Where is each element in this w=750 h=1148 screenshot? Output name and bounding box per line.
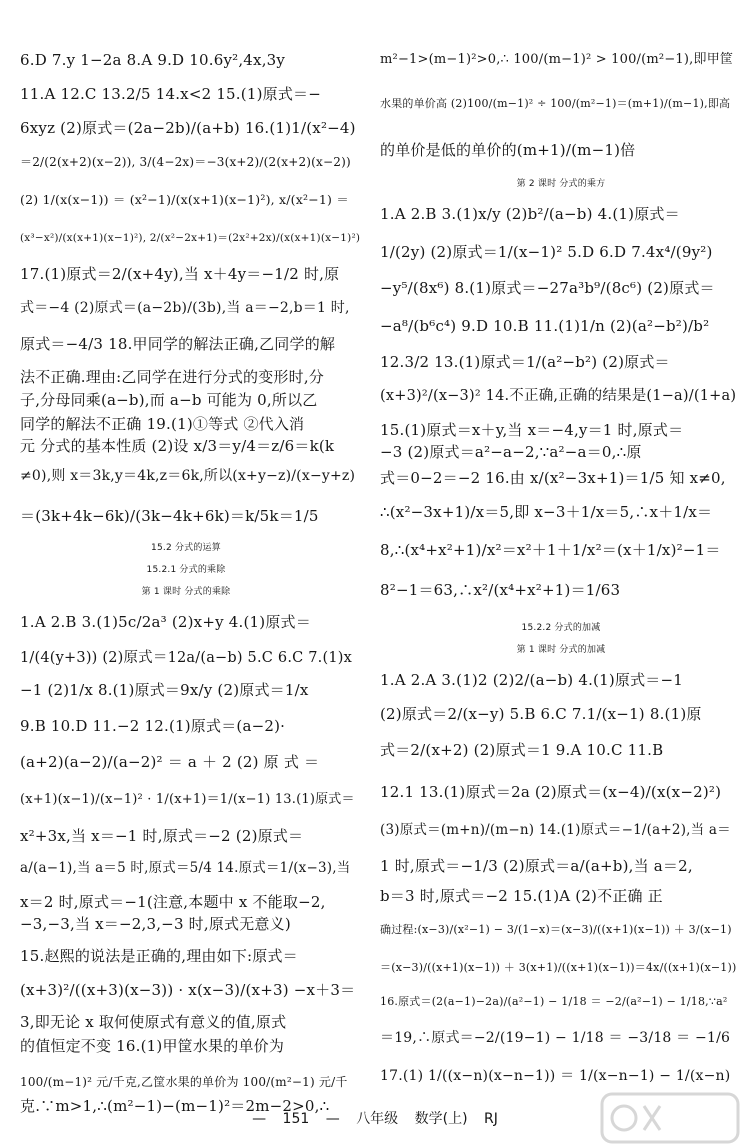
right-answer-line: 水果的单价高 (2)100/(m−1)² ÷ 100/(m²−1)＝(m+1)/(m−1),即高 <box>380 97 731 110</box>
right-answer-line: 12.1 13.(1)原式＝2a (2)原式＝(x−4)/(x(x−2)²) <box>380 783 722 801</box>
left-answer-line: 15.2.1 分式的乘除 <box>146 565 226 575</box>
right-answer-line: 1/(2y) (2)原式＝1/(x−1)² 5.D 6.D 7.4x⁴/(9y²) <box>380 243 713 261</box>
left-answer-line: 第 1 课时 分式的乘除 <box>141 587 231 597</box>
left-answer-line: (x+1)(x−1)/(x−1)² · 1/(x+1)＝1/(x−1) 13.(1)原式＝ <box>20 792 355 807</box>
left-answer-line: 6.D 7.y 1−2a 8.A 9.D 10.6y²,4x,3y <box>20 51 286 69</box>
left-answer-line: 15.赵熙的说法是正确的,理由如下:原式＝ <box>20 947 298 965</box>
right-answer-line: −y⁵/(8x⁶) 8.(1)原式＝−27a³b⁹/(8c⁶) (2)原式＝ <box>380 279 715 297</box>
right-answer-line: m²−1>(m−1)²>0,∴ 100/(m−1)² > 100/(m²−1),即甲筐 <box>380 52 734 67</box>
right-answer-line: 式＝2/(x+2) (2)原式＝1 9.A 10.C 11.B <box>380 741 664 759</box>
left-answer-line: −1 (2)1/x 8.(1)原式＝9x/y (2)原式＝1/x <box>20 681 309 699</box>
page-number: 151 <box>282 1111 310 1127</box>
edition-label: RJ <box>484 1111 498 1127</box>
watermark-logo-icon <box>600 1088 740 1146</box>
page-number-dash-left: — <box>252 1111 267 1127</box>
right-answer-line: ＝19,∴原式＝−2/(19−1) − 1/18 ＝ −3/18 ＝ −1/6 <box>380 1030 731 1046</box>
left-answer-line: a/(a−1),当 a＝5 时,原式＝5/4 14.原式＝1/(x−3),当 <box>20 860 351 876</box>
left-answer-line: ＝2/(2(x+2)(x−2)), 3/(4−2x)＝−3(x+2)/(2(x+2)(x−2)) <box>20 155 351 169</box>
left-answer-line: 法不正确.理由:乙同学在进行分式的变形时,分 <box>20 368 324 386</box>
left-answer-line: 17.(1)原式＝2/(x+4y),当 x＋4y＝−1/2 时,原 <box>20 265 340 283</box>
left-answer-line: 1.A 2.B 3.(1)5c/2a³ (2)x+y 4.(1)原式＝ <box>20 613 311 631</box>
left-answer-line: −3,−3,当 x＝−2,3,−3 时,原式无意义) <box>20 915 291 933</box>
left-answer-line: 原式＝−4/3 18.甲同学的解法正确,乙同学的解 <box>20 335 336 353</box>
right-answer-line: 16.原式＝(2(a−1)−2a)/(a²−1) − 1/18 ＝ −2/(a²−1) − 1/18,∵a² <box>380 995 728 1008</box>
right-answer-line: 17.(1) 1/((x−n)(x−n−1)) ＝ 1/(x−n−1) − 1/(x−n) <box>380 1068 731 1084</box>
right-answer-line: 1 时,原式＝−1/3 (2)原式＝a/(a+b),当 a＝2, <box>380 857 693 875</box>
left-answer-line: 6xyz (2)原式＝(2a−2b)/(a+b) 16.(1)1/(x²−4) <box>20 119 356 137</box>
right-answer-line: 15.(1)原式＝x＋y,当 x＝−4,y＝1 时,原式＝ <box>380 421 684 439</box>
right-answer-line: 式＝0−2＝−2 16.由 x/(x²−3x+1)＝1/5 知 x≠0, <box>380 469 726 487</box>
right-answer-line: 1.A 2.B 3.(1)x/y (2)b²/(a−b) 4.(1)原式＝ <box>380 205 680 223</box>
right-answer-line: 的单价是低的单价的(m+1)/(m−1)倍 <box>380 141 636 159</box>
right-answer-line: 1.A 2.A 3.(1)2 (2)2/(a−b) 4.(1)原式＝−1 <box>380 671 683 689</box>
right-answer-line: (3)原式＝(m+n)/(m−n) 14.(1)原式＝−1/(a+2),当 a＝ <box>380 822 731 838</box>
page-number-dash-right: — <box>325 1111 340 1127</box>
left-answer-line: ＝(3k+4k−6k)/(3k−4k+6k)＝k/5k＝1/5 <box>20 507 319 525</box>
left-answer-line: 的值恒定不变 16.(1)甲筐水果的单价为 <box>20 1037 285 1055</box>
right-answer-line: b＝3 时,原式＝−2 15.(1)A (2)不正确 正 <box>380 887 663 905</box>
right-answer-line: 第 1 课时 分式的加减 <box>516 645 606 655</box>
left-answer-line: 式＝−4 (2)原式＝(a−2b)/(3b),当 a＝−2,b＝1 时, <box>20 300 350 316</box>
left-answer-line: 克.∵m>1,∴(m²−1)−(m−1)²＝2m−2>0,∴ <box>20 1097 330 1115</box>
right-answer-line: 确过程:(x−3)/(x²−1) − 3/(1−x)＝(x−3)/((x+1)(x−1)) ＋ 3/(x−1) <box>380 923 732 936</box>
right-answer-line: (x+3)²/(x−3)² 14.不正确,正确的结果是(1−a)/(1+a) <box>380 388 737 404</box>
right-answer-line: 8,∴(x⁴+x²+1)/x²＝x²＋1＋1/x²＝(x＋1/x)²−1＝ <box>380 541 721 559</box>
right-answer-line: 第 2 课时 分式的乘方 <box>516 179 606 189</box>
left-answer-line: 同学的解法不正确 19.(1)①等式 ②代入消 <box>20 415 305 433</box>
left-answer-line: (a+2)(a−2)/(a−2)² ＝ a ＋ 2 (2) 原 式 ＝ <box>20 753 320 771</box>
left-answer-line: (2) 1/(x(x−1)) ＝ (x²−1)/(x(x+1)(x−1)²), x/(x²−1) ＝ <box>20 192 349 207</box>
left-answer-line: (x+3)²/((x+3)(x−3)) · x(x−3)/(x+3) −x＋3＝ <box>20 981 356 999</box>
right-answer-line: (2)原式＝2/(x−y) 5.B 6.C 7.1/(x−1) 8.(1)原 <box>380 705 702 723</box>
right-answer-line: ∴(x²−3x+1)/x＝5,即 x−3＋1/x＝5,∴x＋1/x＝ <box>380 503 713 521</box>
left-answer-line: x＝2 时,原式＝−1(注意,本题中 x 不能取−2, <box>20 893 326 911</box>
right-answer-line: −a⁸/(b⁶c⁴) 9.D 10.B 11.(1)1/n (2)(a²−b²)/b² <box>380 317 710 335</box>
left-answer-line: 3,即无论 x 取何使原式有意义的值,原式 <box>20 1013 287 1031</box>
right-answer-line: 8²−1＝63,∴x²/(x⁴+x²+1)＝1/63 <box>380 581 621 599</box>
right-answer-line: 15.2.2 分式的加减 <box>521 623 601 633</box>
left-answer-line: (x³−x²)/(x(x+1)(x−1)²), 2/(x²−2x+1)＝(2x²+2x)/(x(x+1)(x−1)²) <box>20 232 361 244</box>
left-answer-line: 1/(4(y+3)) (2)原式＝12a/(a−b) 5.C 6.C 7.(1)x <box>20 650 352 666</box>
left-answer-line: ≠0),则 x＝3k,y＝4k,z＝6k,所以(x+y−z)/(x−y+z) <box>20 468 356 484</box>
right-answer-line: −3 (2)原式＝a²−a−2,∵a²−a＝0,∴原 <box>380 443 642 461</box>
subject-label: 数学(上) <box>414 1111 468 1127</box>
left-answer-line: 9.B 10.D 11.−2 12.(1)原式＝(a−2)· <box>20 717 286 735</box>
left-answer-line: 15.2 分式的运算 <box>151 543 221 553</box>
grade-label: 八年级 <box>356 1111 399 1127</box>
left-answer-line: 11.A 12.C 13.2/5 14.x<2 15.(1)原式＝− <box>20 85 321 103</box>
left-answer-line: 100/(m−1)² 元/千克,乙筐水果的单价为 100/(m²−1) 元/千 <box>20 1075 348 1089</box>
right-answer-line: ＝(x−3)/((x+1)(x−1)) ＋ 3(x+1)/((x+1)(x−1))＝4x/((x+1)(x−1)) <box>380 961 737 974</box>
right-answer-line: 12.3/2 13.(1)原式＝1/(a²−b²) (2)原式＝ <box>380 353 670 371</box>
left-answer-line: x²+3x,当 x＝−1 时,原式＝−2 (2)原式＝ <box>20 827 304 845</box>
left-answer-line: 子,分母同乘(a−b),而 a−b 可能为 0,所以乙 <box>20 391 318 409</box>
left-answer-line: 元 分式的基本性质 (2)设 x/3＝y/4＝z/6＝k(k <box>20 437 335 455</box>
